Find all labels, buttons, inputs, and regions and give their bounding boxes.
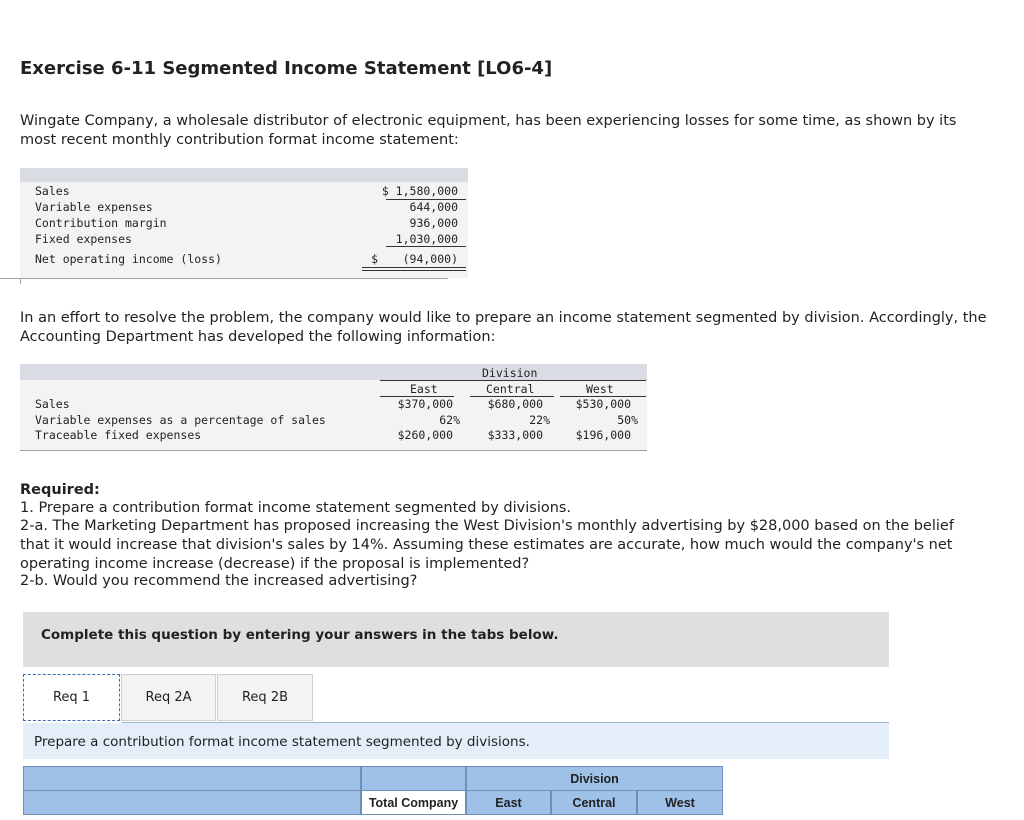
page-title: Exercise 6-11 Segmented Income Statement [LO6-4] <box>20 58 553 79</box>
division-group-header: Division <box>466 766 723 791</box>
required-heading: Required: <box>20 482 100 498</box>
div-cell: 50% <box>617 413 638 427</box>
col-header: Central <box>486 382 535 396</box>
col-header: West <box>586 382 614 396</box>
is-label: Variable expenses <box>35 200 153 214</box>
is-value: 936,000 <box>409 216 458 230</box>
mid-text: In an effort to resolve the problem, the company would like to prepare an income statement segmented by division. Accordingly, the Accounting Department has developed the following information: <box>20 310 987 345</box>
header-blank <box>23 790 361 815</box>
div-cell: $370,000 <box>397 397 453 411</box>
div-cell: $680,000 <box>487 397 543 411</box>
div-row-label: Sales <box>35 397 70 411</box>
is-value: $ 1,580,000 <box>381 184 458 198</box>
div-cell: $196,000 <box>575 428 631 442</box>
div-cell: $260,000 <box>397 428 453 442</box>
div-row-label: Traceable fixed expenses <box>35 428 202 442</box>
is-label: Fixed expenses <box>35 232 132 246</box>
required-item-1: 1. Prepare a contribution format income statement segmented by divisions. <box>20 500 572 516</box>
is-label: Contribution margin <box>35 216 167 230</box>
answer-table <box>23 766 723 820</box>
div-cell: $333,000 <box>487 428 543 442</box>
is-label: Sales <box>35 184 70 198</box>
tab-instruction <box>23 723 889 759</box>
intro-text: Wingate Company, a wholesale distributor of electronic equipment, has been experiencing losses for some time, as shown by its most recent monthly contribution format income statement: <box>20 113 957 148</box>
col-central: Central <box>551 790 637 815</box>
is-value: 644,000 <box>409 200 458 214</box>
header-blank <box>361 766 466 791</box>
division-header: Division <box>482 366 538 380</box>
is-currency: $ <box>371 252 378 266</box>
col-west: West <box>637 790 723 815</box>
instructions-banner <box>23 612 889 667</box>
col-header: East <box>410 382 438 396</box>
col-total-company: Total Company <box>361 790 466 815</box>
is-label: Net operating income (loss) <box>35 252 222 266</box>
tab-req-2b[interactable]: Req 2B <box>217 674 313 721</box>
col-east: East <box>466 790 551 815</box>
div-cell: $530,000 <box>575 397 631 411</box>
header-blank <box>23 766 361 791</box>
div-cell: 22% <box>529 413 550 427</box>
tab-req-1[interactable]: Req 1 <box>23 674 120 721</box>
div-cell: 62% <box>439 413 460 427</box>
tab-req-2a[interactable]: Req 2A <box>121 674 216 721</box>
instruction-text: Prepare a contribution format income statement segmented by divisions. <box>34 734 530 750</box>
is-value: 1,030,000 <box>395 232 458 246</box>
required-item-2a: 2-a. The Marketing Department has proposed increasing the West Division's monthly advertising by $28,000 based on the belief that it would increase that division's sales by 14%. Assuming these estimates are accurate, how much would the company's net operating income increase (decrease) if the proposal is implemented? <box>20 518 954 572</box>
div-row-label: Variable expenses as a percentage of sales <box>35 413 326 427</box>
banner-text: Complete this question by entering your answers in the tabs below. <box>41 627 559 643</box>
required-item-2b: 2-b. Would you recommend the increased advertising? <box>20 573 418 589</box>
is-value: (94,000) <box>402 252 458 266</box>
